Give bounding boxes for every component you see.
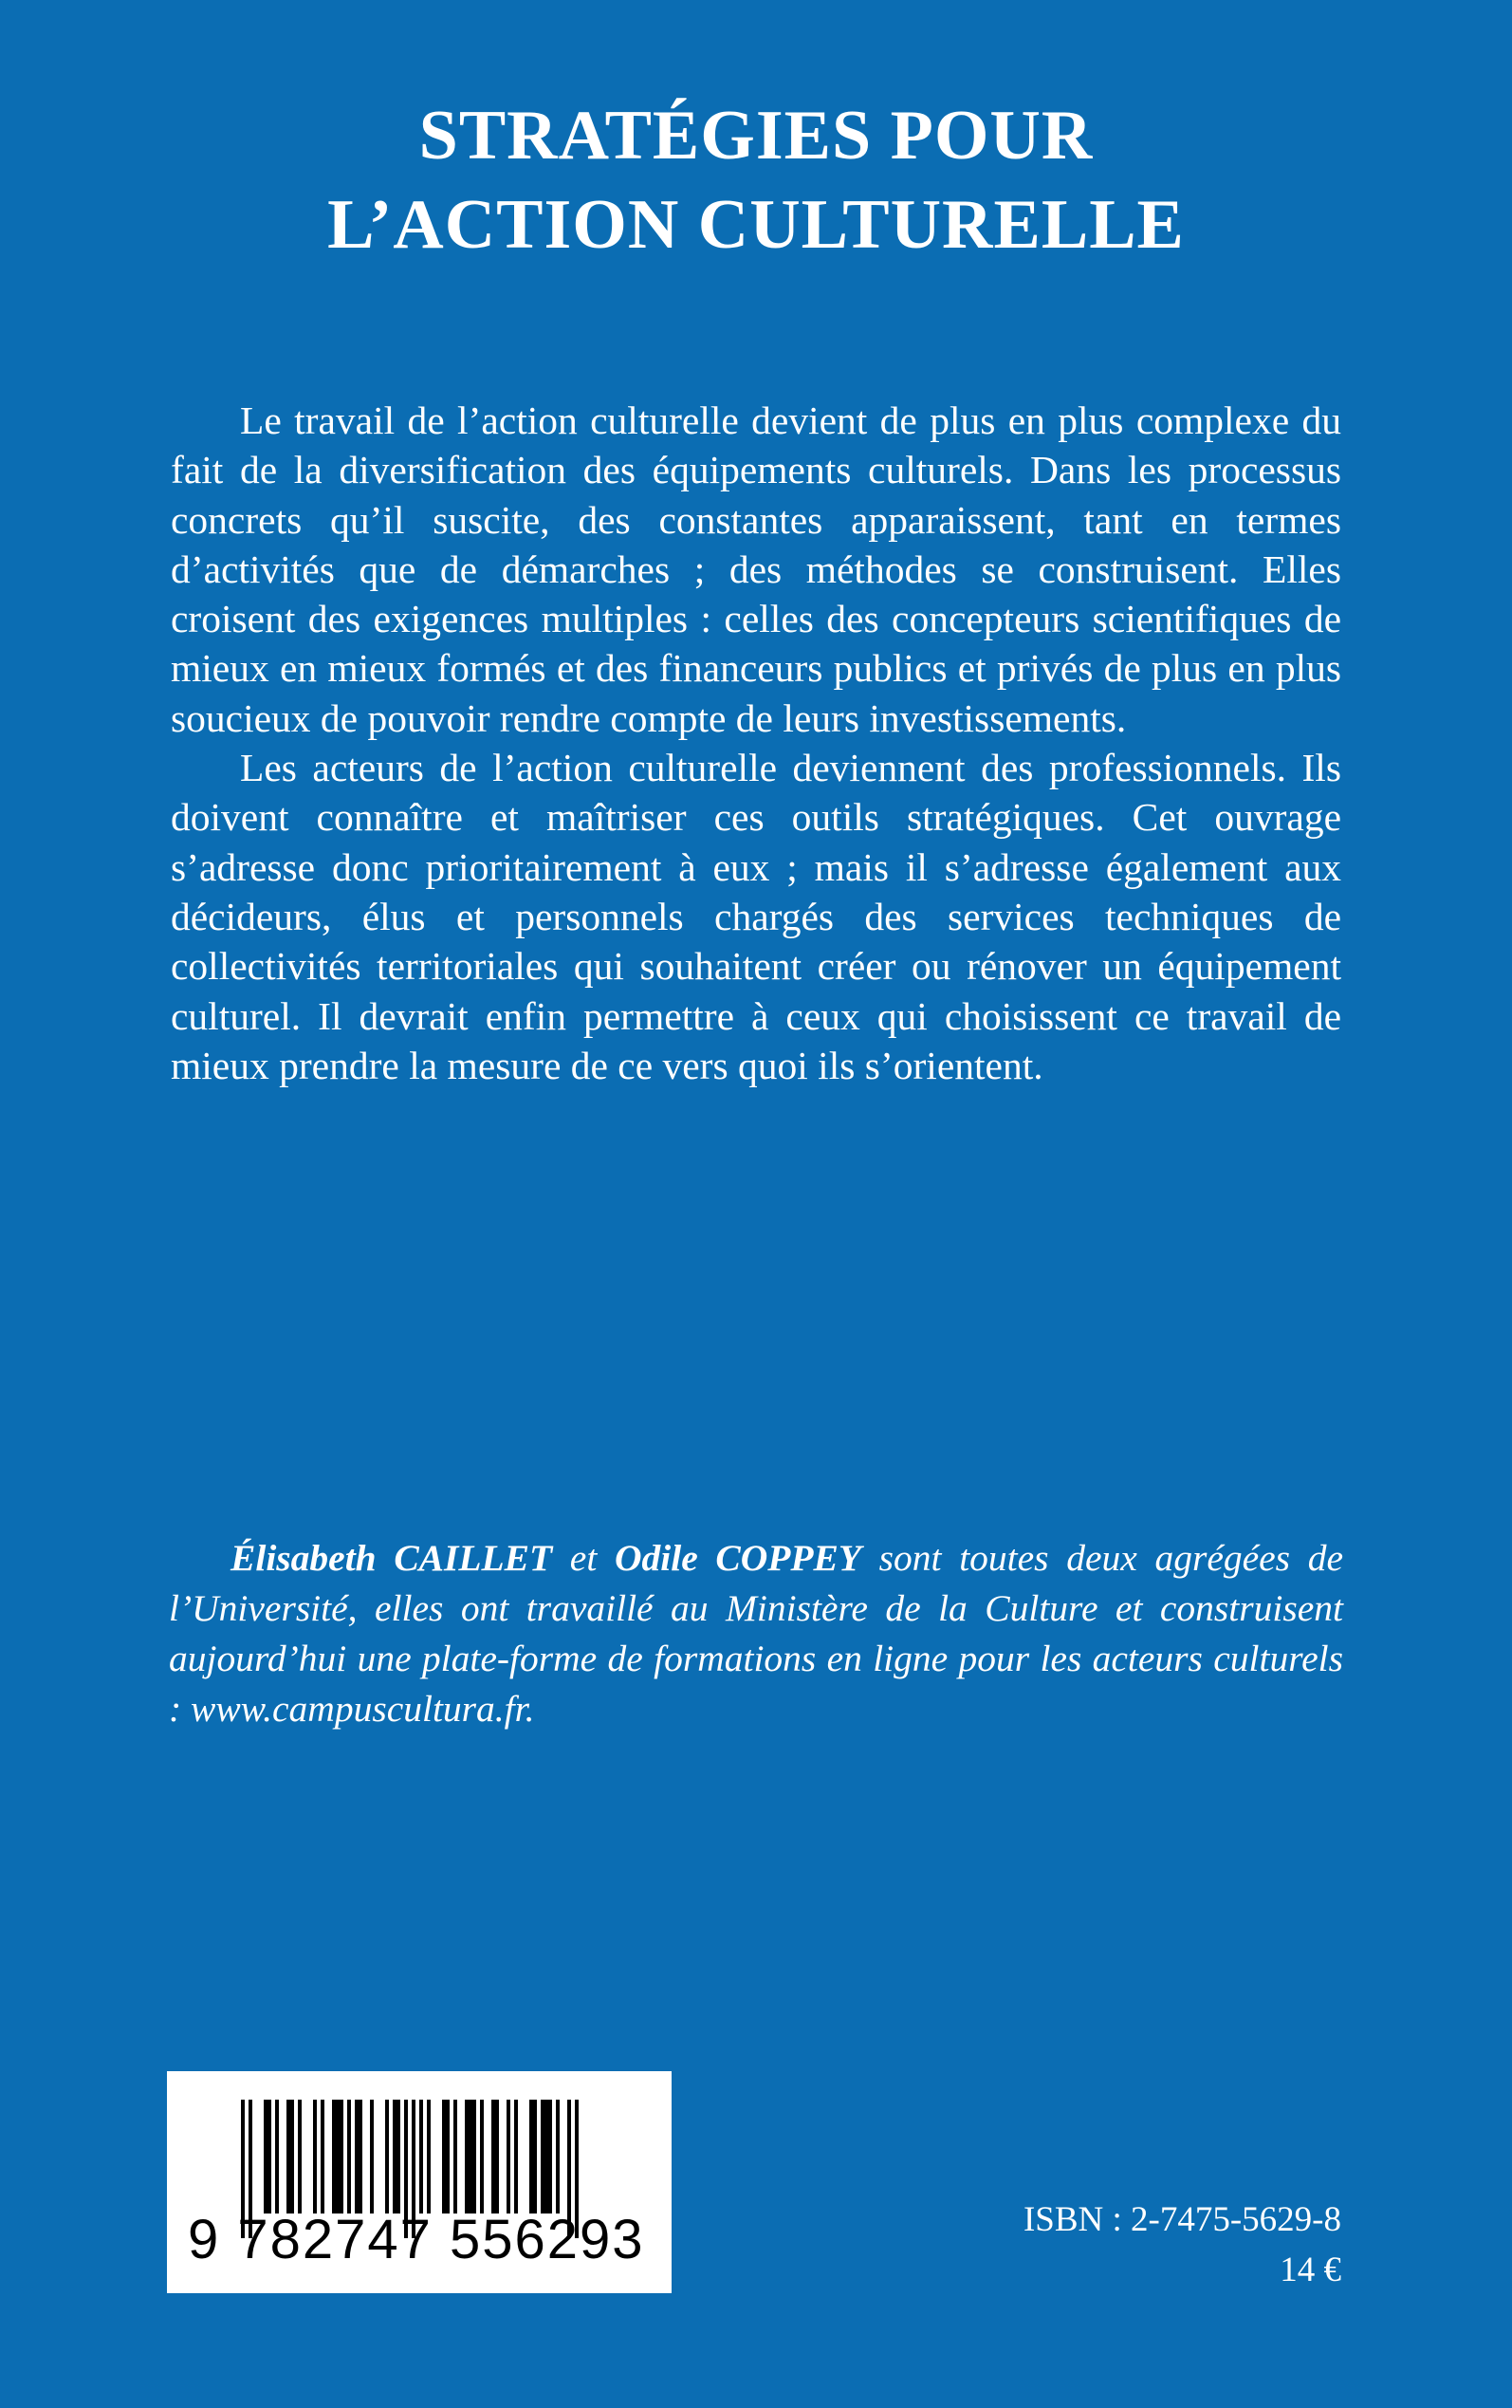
book-title: [0, 91, 1512, 269]
barcode-bar: [465, 2100, 476, 2214]
barcode: [167, 2071, 672, 2293]
barcode-bar: [286, 2100, 294, 2214]
author-bio-paragraph: [169, 1533, 1343, 1734]
barcode-bar: [453, 2100, 457, 2214]
barcode-bar: [332, 2100, 343, 2214]
barcode-bar: [556, 2100, 560, 2214]
price-label: 14 €: [1280, 2251, 1341, 2289]
summary-text: [171, 396, 1341, 1090]
barcode-bar: [275, 2100, 279, 2214]
barcode-bar: [491, 2100, 499, 2214]
barcode-bar: [529, 2100, 537, 2214]
barcode-bar: [355, 2100, 362, 2214]
title-line-2: L’ACTION CULTURELLE: [327, 186, 1185, 264]
author-bio: [169, 1533, 1343, 1734]
barcode-digits: 9 782747 556293: [188, 2209, 645, 2270]
barcode-bar: [541, 2100, 552, 2214]
barcode-bar: [427, 2100, 431, 2214]
barcode-bar: [514, 2100, 518, 2214]
summary-paragraph-1: Le travail de l’action culturelle devient de plus en plus complexe du fait de la diversification des équipements culturels. Dans les processus concrets qu’il suscite, des constantes apparaissent, tant en termes d’activités que de démarches ; des méthodes se construisent. Elles croisent des exigences multiples : celles des concepteurs scientifiques de mieux en mieux formés et des financeurs publics et privés de plus en plus soucieux de pouvoir rendre compte de leurs investissements.: [171, 398, 1341, 740]
barcode-bar: [264, 2100, 271, 2214]
barcode-bar: [507, 2100, 510, 2214]
barcode-bar: [298, 2100, 302, 2214]
barcode-bar: [313, 2100, 317, 2214]
barcode-bar: [480, 2100, 484, 2214]
title-line-1: STRATÉGIES POUR: [418, 97, 1094, 175]
barcode-bar: [442, 2100, 450, 2214]
author-name-1: Élisabeth CAILLET: [230, 1537, 553, 1579]
summary-paragraph-2: Les acteurs de l’action culturelle deviennent des professionnels. Ils doivent connaître et maîtriser ces outils stratégiques. Cet ouvrage s’adresse donc prioritairement à eux ; mais il s’adresse également aux décideurs, élus et personnels chargés des services techniques de collectivités territoriales qui souhaitent créer ou rénover un équipement culturel. Il devrait enfin permettre à ceux qui choisissent ce travail de mieux prendre la mesure de ce vers quoi ils s’orientent.: [171, 746, 1341, 1087]
barcode-bar: [419, 2100, 423, 2214]
barcode-bar: [321, 2100, 324, 2214]
barcode-bar: [393, 2100, 400, 2214]
isbn-label: ISBN : 2-7475-5629-8: [1023, 2200, 1341, 2239]
author-conjunction: et: [552, 1537, 615, 1579]
author-bio-text: sont toutes deux agrégées de l’Université, elles ont travaillé au Ministère de la Culture et construisent aujourd’hui une plate-forme de formations en ligne pour les acteurs culturels : www.campuscultura.fr.: [169, 1537, 1343, 1730]
barcode-bar: [347, 2100, 351, 2214]
barcode-bar: [370, 2100, 374, 2214]
barcode-bar: [385, 2100, 389, 2214]
author-name-2: Odile COPPEY: [614, 1537, 861, 1579]
